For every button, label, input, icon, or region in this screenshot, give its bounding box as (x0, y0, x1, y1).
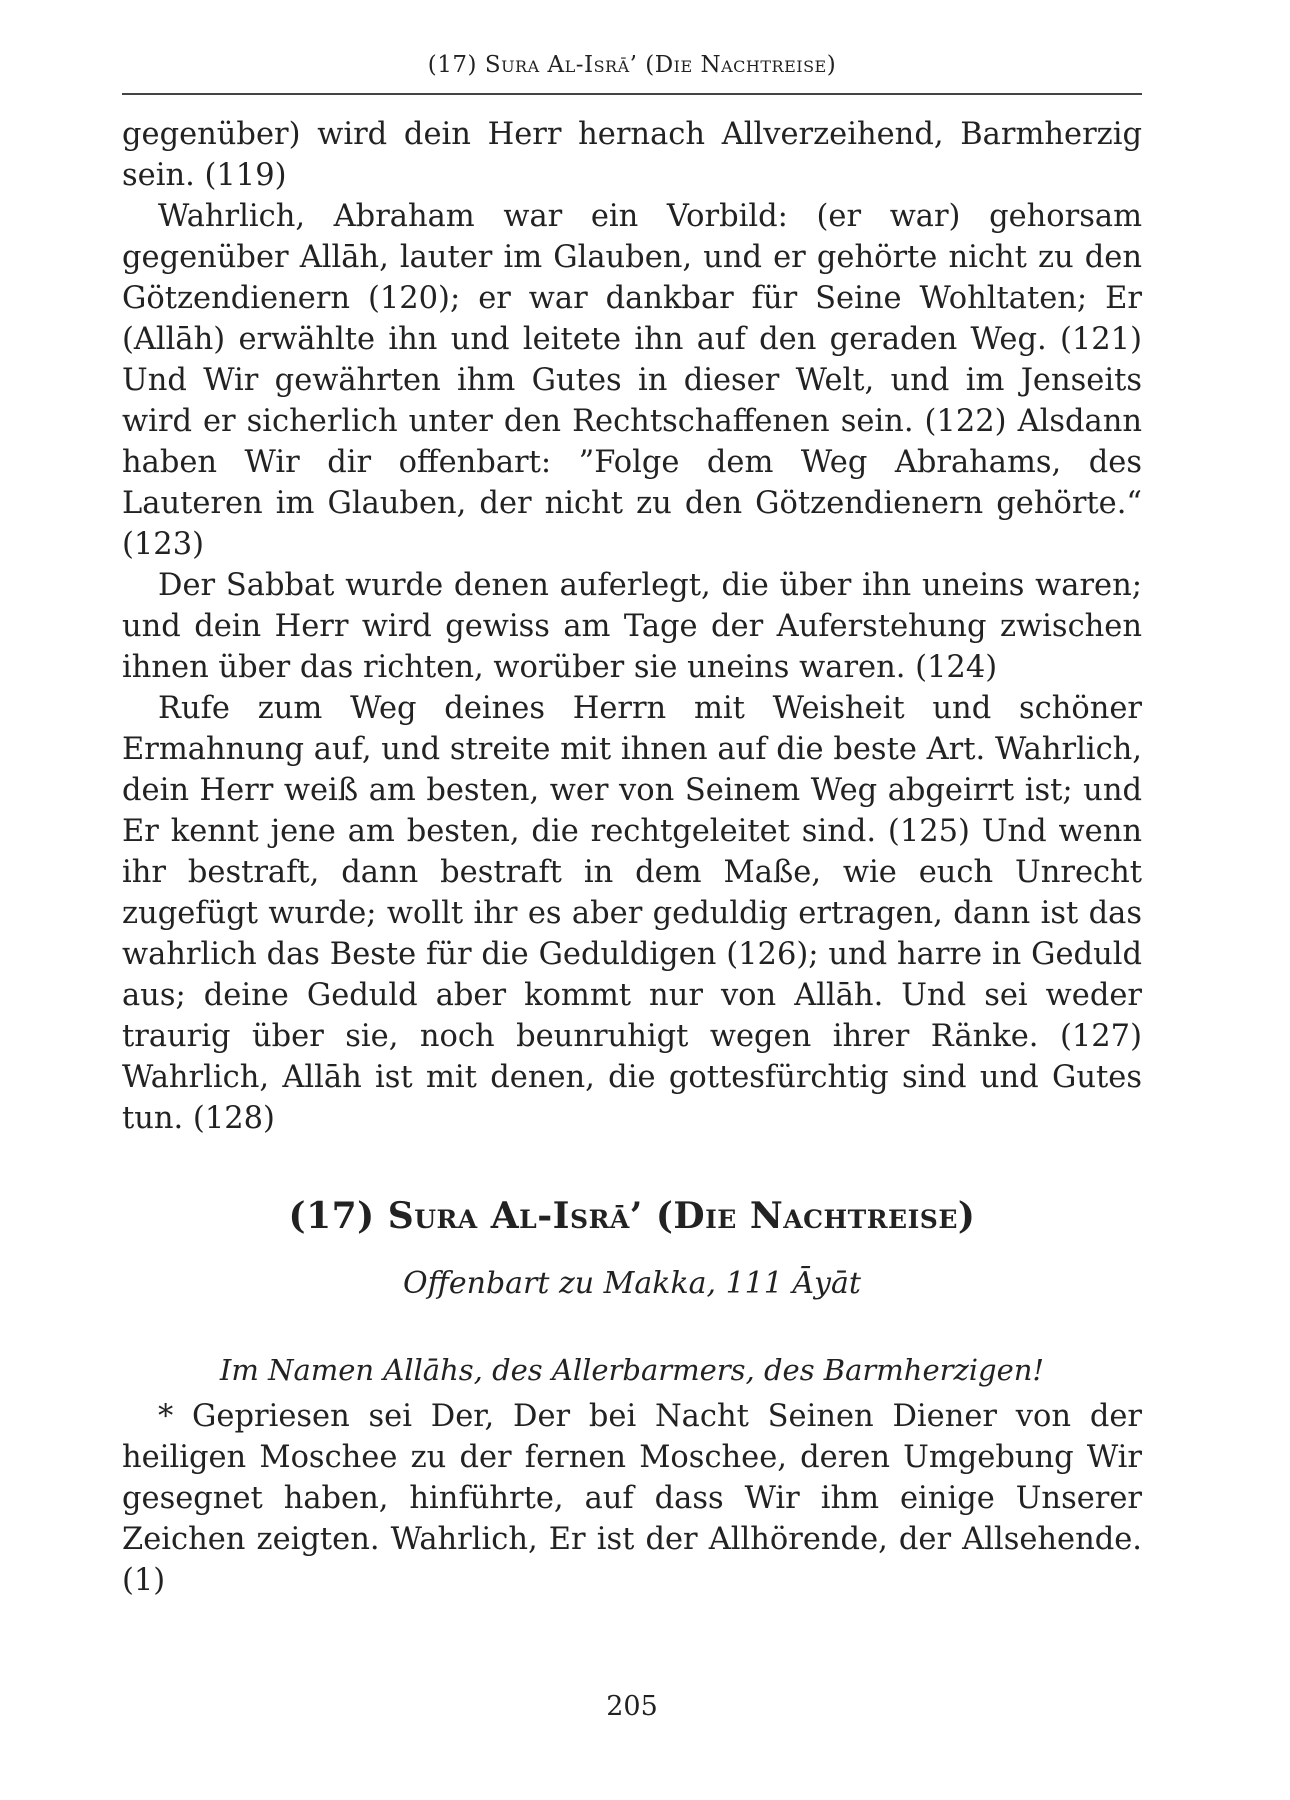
sura-title: (17) Sura Al-Isrā’ (Die Nachtreise) (288, 1195, 976, 1237)
paragraph-verse-119: gegenüber) wird dein Herr hernach Allverzeihend, Barmherzig sein. (119) (122, 117, 1142, 193)
running-head (122, 50, 1142, 80)
paragraph-verses-120-123: Wahrlich, Abraham war ein Vorbild: (er war) gehorsam gegenüber Allāh, lauter im Glauben, und er gehörte nicht zu den Götzendienern (120); er war dankbar für Seine Wohltaten; Er (Allāh) erwählte ihn und leitete ihn auf den geraden Weg. (121) Und Wir gewährten ihm Gutes in dieser Welt, und im Jenseits wird er sicherlich unter den Rechtschaffenen sein. (122) Alsdann haben Wir dir offenbart: ”Folge dem Weg Abrahams, des Lauteren im Glauben, der nicht zu den Götzendienern gehörte.“ (123) (122, 199, 1142, 562)
page-number: 205 (606, 1691, 658, 1722)
verse-block (122, 1396, 1142, 1601)
paragraph-verse-1: * Gepriesen sei Der, Der bei Nacht Seinen Diener von der heiligen Moschee zu der fernen Moschee, deren Umgebung Wir gesegnet haben, hinführte, auf dass Wir ihm einige Unserer Zeichen zeigten. Wahrlich, Er ist der Allhörende, der Allsehende. (1) (122, 1399, 1142, 1598)
header-rule (122, 93, 1142, 95)
paragraph-verses-125-128: Rufe zum Weg deines Herrn mit Weisheit und schöner Ermahnung auf, und streite mit ihnen auf die beste Art. Wahrlich, dein Herr weiß am besten, wer von Seinem Weg abgeirrt ist; und Er kennt jene am besten, die rechtgeleitet sind. (125) Und wenn ihr bestraft, dann bestraft in dem Maße, wie euch Unrecht zugefügt wurde; wollt ihr es aber geduldig ertragen, dann ist das wahrlich das Beste für die Geduldigen (126); und harre in Geduld aus; deine Geduld aber kommt nur von Allāh. Und sei weder traurig über sie, noch beunruhigt wegen ihrer Ränke. (127) Wahrlich, Allāh ist mit denen, die gottesfürchtig sind und Gutes tun. (128) (122, 691, 1142, 1136)
running-head-text: (17) Sura Al-Isrā’ (Die Nachtreise) (427, 52, 837, 78)
paragraph-verse-124: Der Sabbat wurde denen auferlegt, die über ihn uneins waren; und dein Herr wird gewiss am Tage der Auferstehung zwischen ihnen über das richten, worüber sie uneins waren. (124) (122, 568, 1142, 685)
sura-subtitle: Offenbart zu Makka, 111 Āyāt (403, 1266, 861, 1301)
basmala: Im Namen Allāhs, des Allerbarmers, des Barmherzigen! (219, 1353, 1045, 1387)
body-text (122, 114, 1142, 1139)
